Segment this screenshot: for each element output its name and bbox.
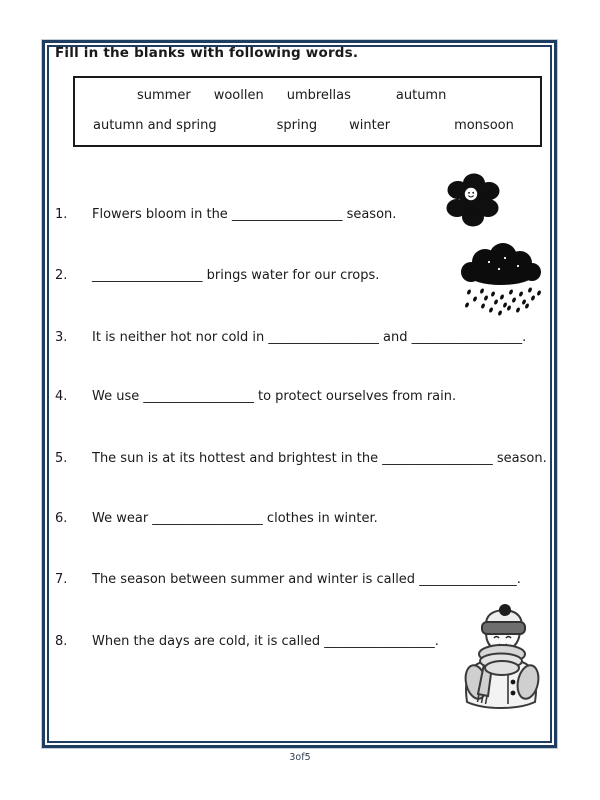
word-bank-word: autumn	[395, 88, 447, 103]
question-text: Flowers bloom in the _________________ season.	[92, 207, 397, 222]
word-bank-word: summer	[137, 88, 191, 103]
question-number: 6.	[55, 511, 68, 526]
question-number: 3.	[55, 330, 68, 345]
question-text: When the days are cold, it is called _________________.	[92, 634, 439, 649]
word-bank-word: monsoon	[454, 118, 514, 133]
question-row-5	[55, 451, 550, 467]
question-row-3	[55, 330, 550, 346]
question-number: 8.	[55, 634, 68, 649]
word-bank-word: umbrellas	[286, 88, 351, 103]
page-number-footer: 3of5	[289, 752, 311, 763]
question-row-7	[55, 572, 550, 588]
question-text: _________________ brings water for our crops.	[92, 268, 380, 283]
question-number: 4.	[55, 389, 68, 404]
question-number: 1.	[55, 207, 68, 222]
question-text: We wear _________________ clothes in winter.	[92, 511, 378, 526]
word-bank-word: spring	[276, 118, 318, 133]
word-bank	[73, 76, 542, 147]
question-number: 7.	[55, 572, 68, 587]
word-bank-word: winter	[349, 118, 391, 133]
question-text: The season between summer and winter is called _______________.	[92, 572, 521, 587]
question-text: We use _________________ to protect ourselves from rain.	[92, 389, 457, 404]
winter-child-icon	[452, 602, 548, 710]
question-row-4	[55, 389, 550, 405]
question-number: 5.	[55, 451, 68, 466]
word-bank-word: autumn and spring	[93, 118, 217, 133]
question-row-6	[55, 511, 550, 527]
word-bank-row-1	[137, 88, 540, 103]
question-number: 2.	[55, 268, 68, 283]
word-bank-word: woollen	[213, 88, 264, 103]
rain-cloud-icon	[455, 242, 547, 320]
question-text: It is neither hot nor cold in _________________ and _________________.	[92, 330, 527, 345]
word-bank-row-2	[93, 118, 540, 133]
question-text: The sun is at its hottest and brightest in the _________________ season.	[92, 451, 547, 466]
flower-icon	[443, 172, 505, 228]
page-title: Fill in the blanks with following words.	[55, 45, 359, 61]
